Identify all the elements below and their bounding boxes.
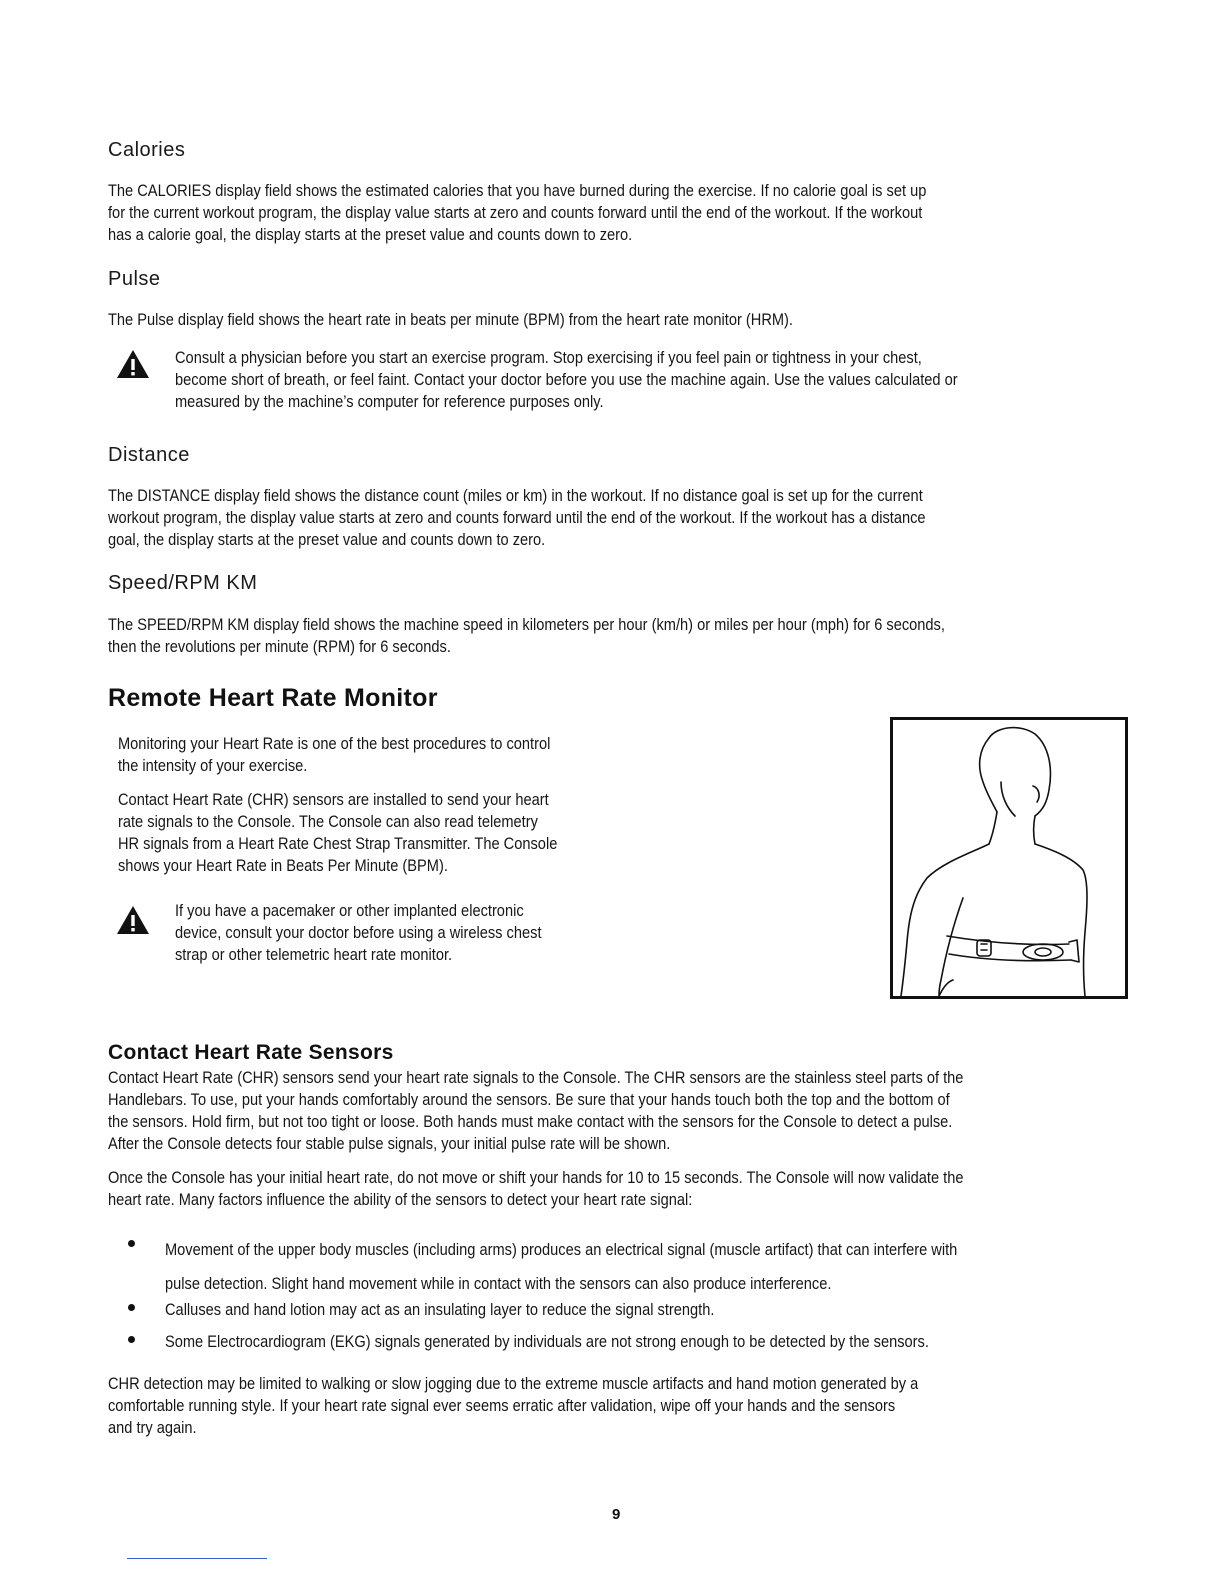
distance-text (108, 485, 926, 551)
warning-triangle-icon (116, 905, 150, 935)
text-line: measured by the machine’s computer for reference purposes only. (175, 392, 604, 411)
text-line: for the current workout program, the display value starts at zero and counts forward until the end of the workout. If the workout (108, 203, 923, 222)
text-line: HR signals from a Heart Rate Chest Strap Transmitter. The Console (118, 834, 558, 853)
remote-hrm-para1 (118, 733, 550, 777)
bullet-item (165, 1233, 957, 1301)
footer-rule (127, 1558, 267, 1559)
remote-hrm-para2 (118, 789, 557, 877)
chr-sensors-heading: Contact Heart Rate Sensors (108, 1041, 394, 1064)
text-line: comfortable running style. If your heart rate signal ever seems erratic after validation, wipe off your hands and the sensors (108, 1396, 896, 1415)
chr-para3 (108, 1373, 918, 1439)
text-line: heart rate. Many factors influence the ability of the sensors to detect your heart rate signal: (108, 1190, 693, 1209)
text-line: strap or other telemetric heart rate monitor. (175, 945, 453, 964)
speed-text (108, 614, 945, 658)
text-line: The SPEED/RPM KM display field shows the machine speed in kilometers per hour (km/h) or miles per hour (mph) for 6 seconds, (108, 615, 945, 634)
speed-heading: Speed/RPM KM (108, 572, 258, 594)
text-line: rate signals to the Console. The Console can also read telemetry (118, 812, 538, 831)
bullet-dot (128, 1240, 135, 1247)
text-line: the sensors. Hold firm, but not too tight or loose. Both hands must make contact with the sensors for the Console to detect a pulse. (108, 1112, 953, 1131)
chest-strap-illustration (890, 717, 1128, 999)
text-line: Monitoring your Heart Rate is one of the best procedures to control (118, 734, 551, 753)
remote-hrm-heading: Remote Heart Rate Monitor (108, 684, 438, 712)
bullet-dot (128, 1336, 135, 1343)
text-line: goal, the display starts at the preset value and counts down to zero. (108, 530, 546, 549)
text-line: After the Console detects four stable pulse signals, your initial pulse rate will be shown. (108, 1134, 671, 1153)
text-line: The CALORIES display field shows the estimated calories that you have burned during the exercise. If no calorie goal is set up (108, 181, 927, 200)
bullet-dot (128, 1304, 135, 1311)
distance-heading: Distance (108, 444, 190, 466)
text-line: The DISTANCE display field shows the distance count (miles or km) in the workout. If no distance goal is set up for the current (108, 486, 923, 505)
text-line: the intensity of your exercise. (118, 756, 308, 775)
text-line: device, consult your doctor before using a wireless chest (175, 923, 542, 942)
calories-heading: Calories (108, 139, 186, 161)
mannequin-chest-strap-image (893, 720, 1125, 996)
text-line: Some Electrocardiogram (EKG) signals generated by individuals are not strong enough to be detected by the sensors. (165, 1332, 929, 1351)
bullet-item (165, 1331, 929, 1353)
text-line: The Pulse display field shows the heart rate in beats per minute (BPM) from the heart rate monitor (HRM). (108, 310, 793, 329)
text-line: Once the Console has your initial heart rate, do not move or shift your hands for 10 to 15 seconds. The Console will now validate the (108, 1168, 964, 1187)
chr-para1 (108, 1067, 963, 1155)
text-line: Calluses and hand lotion may act as an insulating layer to reduce the signal strength. (165, 1300, 715, 1319)
remote-hrm-warning (175, 900, 542, 966)
text-line: Contact Heart Rate (CHR) sensors send your heart rate signals to the Console. The CHR sensors are the stainless steel parts of the (108, 1068, 964, 1087)
page-number: 9 (612, 1506, 621, 1523)
text-line: If you have a pacemaker or other implanted electronic (175, 901, 524, 920)
pulse-text (108, 309, 793, 331)
bullet-item (165, 1299, 714, 1321)
text-line: has a calorie goal, the display starts at the preset value and counts down to zero. (108, 225, 633, 244)
text-line: Handlebars. To use, put your hands comfortably around the sensors. Be sure that your hands touch both the top and the bottom of (108, 1090, 950, 1109)
text-line: Consult a physician before you start an exercise program. Stop exercising if you feel pain or tightness in your chest, (175, 348, 922, 367)
text-line: shows your Heart Rate in Beats Per Minute (BPM). (118, 856, 448, 875)
text-line: then the revolutions per minute (RPM) for 6 seconds. (108, 637, 451, 656)
text-line: workout program, the display value starts at zero and counts forward until the end of the workout. If the workout has a distance (108, 508, 926, 527)
pulse-heading: Pulse (108, 268, 161, 290)
pulse-warning (175, 347, 958, 413)
warning-triangle-icon (116, 349, 150, 379)
text-line: and try again. (108, 1418, 197, 1437)
text-line: pulse detection. Slight hand movement while in contact with the sensors can also produce interference. (165, 1274, 832, 1293)
text-line: Contact Heart Rate (CHR) sensors are installed to send your heart (118, 790, 549, 809)
text-line: CHR detection may be limited to walking or slow jogging due to the extreme muscle artifacts and hand motion generated by a (108, 1374, 919, 1393)
text-line: become short of breath, or feel faint. Contact your doctor before you use the machine again. Use the values calculated or (175, 370, 958, 389)
text-line: Movement of the upper body muscles (including arms) produces an electrical signal (muscle artifact) that can interfere with (165, 1240, 958, 1259)
chr-para2 (108, 1167, 963, 1211)
calories-text (108, 180, 926, 246)
